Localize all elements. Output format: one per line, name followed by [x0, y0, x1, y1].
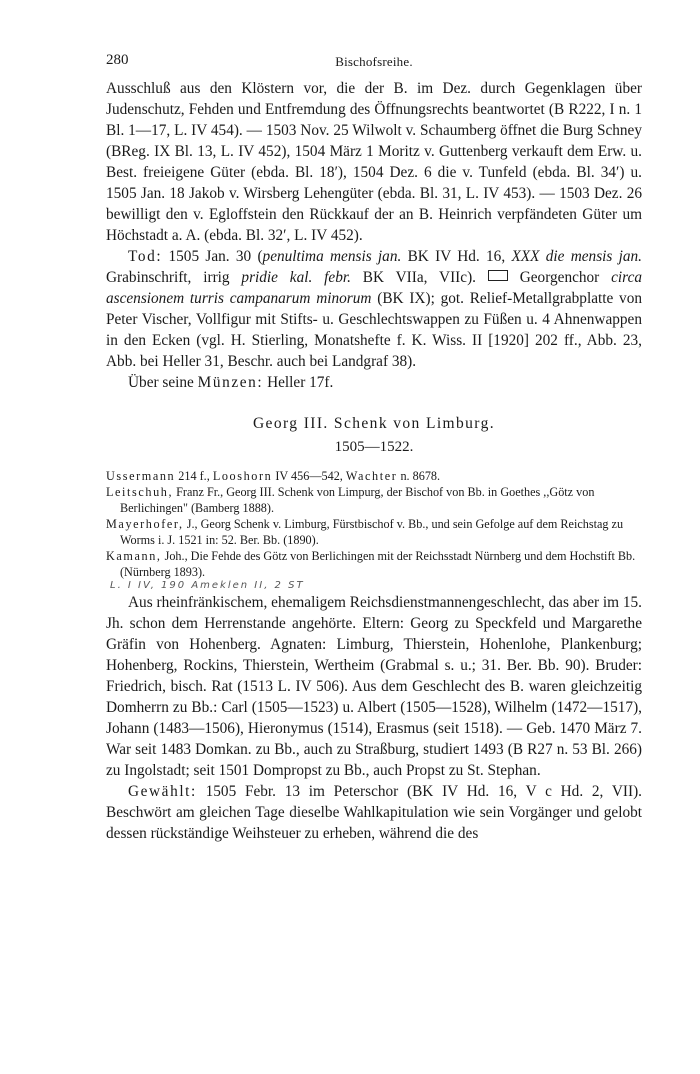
paragraph-death: Tod: 1505 Jan. 30 (penultima mensis jan. BK IV Hd. 16, XXX die mensis jan. Grabinschrift, irrig pridie kal. febr. BK VIIa, VIIc). Georgenchor circa ascensionem turris campanarum minorum (BK IX); got. Relief-Metallgrabplatte von Peter Vischer, Vollfigur mit Stifts- u. Geschlechtswappen zu Füßen u. 4 Ahnenwappen in den Ecken (vgl. H. Stierling, Monatshefte f. K. Wiss. II [1920] 202 ff., Abb. 23, Abb. bei Heller 31, Beschr. auch bei Landgraf 38).: [106, 248, 643, 370]
paragraph-continued: Ausschluß aus den Klöstern vor, die der B. im Dez. durch Gegenklagen über Judenschutz, Fehden und Entfremdung des Öffnungsrechts beantwortet (B R222, I n. 1 Bl. 1—17, L. IV 454). — 1503 Nov. 25 Wilwolt v. Schaumberg öffnet die Burg Schney (BReg. IX Bl. 13, L. IV 452), 1504 März 1 Moritz v. Guttenberg verkauft dem Erw. u. Best. freieigene Güter (ebda. Bl. 18′), 1504 Dez. 6 die v. Tunfeld (ebda. Bl. 34′) u. 1505 Jan. 18 Jakob v. Wirsberg Lehengüter (ebda. Bl. 31, L. IV 453). — 1503 Dez. 26 bewilligt den v. Egloffstein den Rückkauf der an B. Heinrich verpfändeten Güter um Höchstadt a. A. (ebda. Bl. 32′, L. IV 452).: [106, 80, 642, 244]
bishop-years: 1505—1522.: [334, 439, 414, 455]
bibliography-entry: Ussermann 214 f., Looshorn IV 456—542, Wachter n. 8678.: [106, 469, 441, 483]
bibliography-entry: Mayerhofer, J., Georg Schenk v. Limburg, Fürstbischof v. Bb., und sein Gefolge auf dem Reichstag zu Worms i. J. 1521 in: 52. Ber. Bb. (1890).: [106, 517, 624, 547]
page-number: 280: [106, 52, 129, 68]
elected-label: Gewählt:: [128, 783, 197, 800]
document-page: [106, 52, 642, 844]
running-head: Bischofsreihe.: [335, 54, 413, 69]
bibliography-entry: Leitschuh, Franz Fr., Georg III. Schenk von Limpurg, der Bischof von Bb. in Goethes ,,Götz von Berlichingen" (Bamberg 1888).: [106, 485, 595, 515]
death-label: Tod:: [128, 248, 163, 265]
bishop-title: Georg III. Schenk von Limburg.: [252, 415, 496, 432]
bibliography-entry: Kamann, Joh., Die Fehde des Götz von Berlichingen mit der Reichsstadt Nürnberg und dem Hochstift Bb. (Nürnberg 1893).: [106, 549, 636, 579]
handwritten-note: L. I IV, 190 Ameklen II, 2 ST: [110, 580, 305, 591]
burial-symbol-icon: [488, 270, 508, 281]
paragraph-elected: Gewählt: 1505 Febr. 13 im Peterschor (BK IV Hd. 16, V c Hd. 2, VII). Beschwört am gleichen Tage dieselbe Wahlkapitulation wie sein Vorgänger und gelobt dessen rückständige Weihsteuer zu erheben, während die des: [106, 783, 642, 842]
paragraph-coins: Über seine Münzen: Heller 17f.: [128, 374, 334, 391]
paragraph-origin: Aus rheinfränkischem, ehemaligem Reichsdienstmannengeschlecht, das aber im 15. Jh. schon dem Herrenstande angehörte. Eltern: Georg zu Speckfeld und Margarethe Gräfin von Hohenberg. Agnaten: Limburg, Thierstein, Hohenlohe, Plankenburg; Hohenberg, Rockins, Thierstein, Wertheim (Grabmal s. u.; 31. Ber. Bb. 90). Bruder: Friedrich, bisch. Rat (1513 L. IV 506). Aus dem Geschlecht des B. waren gleichzeitig Domherrn zu Bb.: Carl (1505—1523) u. Albert (1505—1528), Wilhelm (1472—1517), Johann (1483—1506), Hieronymus (1514), Erasmus (seit 1518). — Geb. 1470 März 7. War seit 1483 Domkan. zu Bb., auch zu Straßburg, studiert 1493 (B R27 n. 53 Bl. 266) zu Ingolstadt; seit 1501 Dompropst zu Bb., auch Propst zu St. Stephan.: [106, 594, 642, 779]
page-header: [106, 52, 642, 78]
